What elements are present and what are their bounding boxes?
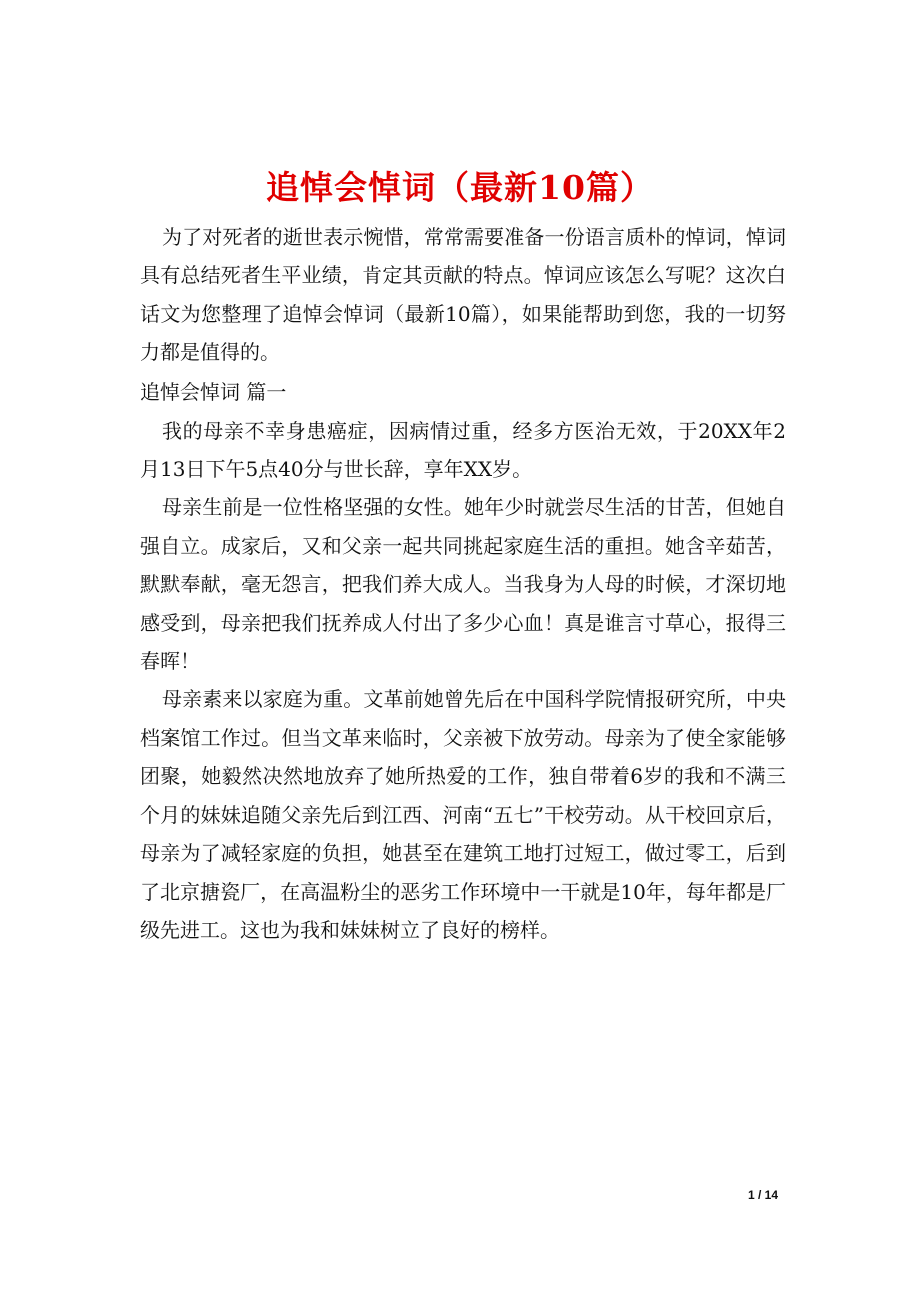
- body-paragraph-2: 母亲生前是一位性格坚强的女性。她年少时就尝尽生活的甘苦，但她自强自立。成家后，又和父亲一起共同挑起家庭生活的重担。她含辛茹苦，默默奉献，毫无怨言，把我们养大成人。当我身为人母的时候，才深切地感受到，母亲把我们抚养成人付出了多少心血！真是谁言寸草心，报得三春晖！: [140, 495, 786, 674]
- page-number: 1 / 14: [748, 1188, 779, 1202]
- document-title: 追悼会悼词（最新10篇）: [266, 168, 654, 208]
- section-heading: 追悼会悼词 篇一: [140, 379, 287, 404]
- body-paragraph-1: 我的母亲不幸身患癌症，因病情过重，经多方医治无效，于20XX年2月13日下午5点40分与世长辞，享年XX岁。: [140, 418, 786, 482]
- intro-paragraph: 为了对死者的逝世表示惋惜，常常需要准备一份语言质朴的悼词，悼词具有总结死者生平业绩，肯定其贡献的特点。悼词应该怎么写呢？这次白话文为您整理了追悼会悼词（最新10篇），如果能帮助到您，我的一切努力都是值得的。: [140, 225, 786, 365]
- document-body: [140, 218, 786, 949]
- body-paragraph-3: 母亲素来以家庭为重。文革前她曾先后在中国科学院情报研究所，中央档案馆工作过。但当文革来临时，父亲被下放劳动。母亲为了使全家能够团聚，她毅然决然地放弃了她所热爱的工作，独自带着6岁的我和不满三个月的妹妹追随父亲先后到江西、河南“五七”干校劳动。从干校回京后，母亲为了减轻家庭的负担，她甚至在建筑工地打过短工，做过零工，后到了北京搪瓷厂，在高温粉尘的恶劣工作环境中一干就是10年，每年都是厂级先进工。这也为我和妹妹树立了良好的榜样。: [140, 687, 786, 942]
